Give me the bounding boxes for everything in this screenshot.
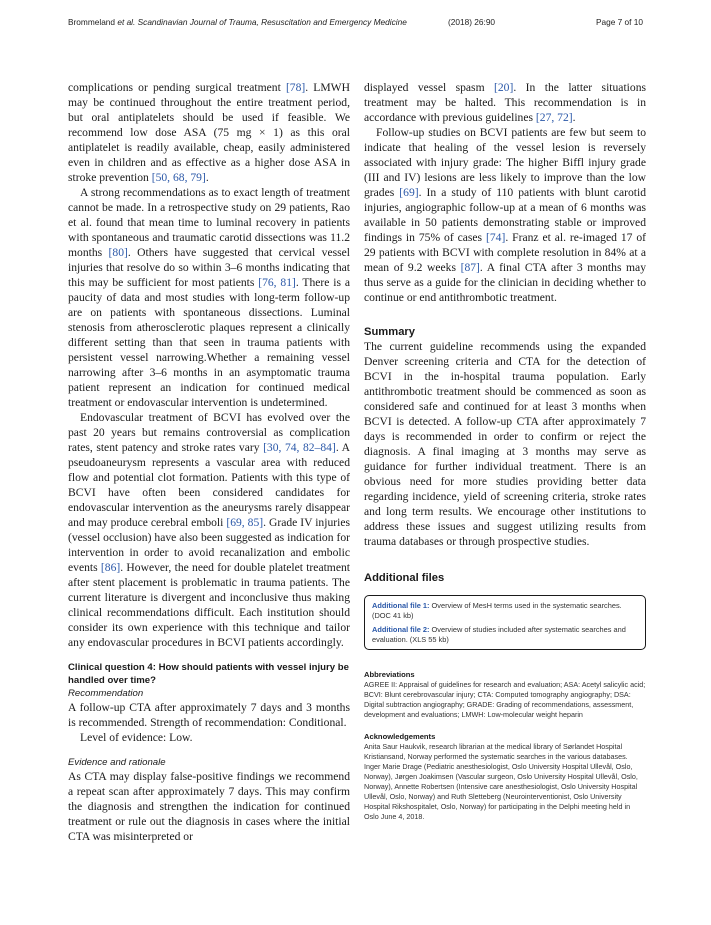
summary-text: The current guideline recommends using the expanded Denver screening criteria and CTA for the detection of BCVI in the in-hospital trauma population. Early antithrombotic treatment should be commenced as soon as considered safe and continued for at least 3 months when BCVI is detected. A follow-up CTA after approximately 7 days is recommended in order to confirm or reject the diagnosis. A final imaging at 3 months may serve as guidance for further individual treatment. There is an obvious need for more studies providing better data regarding incidence, yield of screening criteria, stroke rates and long term results. We encourage other institutions to address these issues and suggest utilizing results from trauma databases or through prospective studies. [364, 340, 646, 548]
evidence-level: Level of evidence: Low. [80, 731, 193, 744]
paragraph: Follow-up studies on BCVI patients are few but seem to indicate that healing of the vessel lesion is reversely associated with injury grade: The higher Biffl injury grade (III and IV) lesions are less likely to improve than the low grades [69]. In a study of 110 patients with blunt carotid injuries, angiographic follow-up at a mean of 6 months was available in 50 patients demonstrating stable or improved findings in 75% of cases [74]. Franz et al. re-imaged 17 of 29 patients with BCVI with complete resolution in 84% at a mean of 9.2 weeks [87]. A final CTA after 3 months may thus serve as a guide for the clinician in deciding whether to continue or end antithrombotic treatment. [364, 126, 646, 304]
abbreviations-text: AGREE II: Appraisal of guidelines for research and evaluation; ASA: Acetyl salicylic acid; BCVI: Blunt cerebrovascular injury; CTA: Computed tomography angiography; DSA: Digital subtraction angiography; GRADE: Grading of recommendations, assessment, development and evaluations; LMWH: Low-molecular weight heparin [364, 680, 646, 719]
citation-link[interactable]: [69] [399, 186, 419, 199]
acknowledgements-section [364, 732, 646, 822]
paragraph: Endovascular treatment of BCVI has evolved over the past 20 years but remains controversial as complication rates, stent patency and stroke rates vary [30, 74, 82–84]. A pseudoaneurysm represents a vascular area with reduced flow and potential clot formation. Patients with this type of BCVI have often been considered candidates for endovascular intervention as the aneurysms rarely disappear and may produce cerebral emboli [69, 85]. Grade IV injuries (vessel occlusion) have also been suggested as indication for intervention in order to avoid recanalization and embolic events [86]. However, the need for double platelet treatment after stent placement is problematic in trauma patients. The current literature is divergent and inconclusive thus making clinical recommendations difficult. Each institution should consider its own experience with this technique and tailor any endovascular procedures in BCVI patients accordingly. [68, 411, 350, 649]
citation-link[interactable]: [50, 68, 79] [151, 171, 206, 184]
citation-link[interactable]: [80] [108, 246, 128, 259]
citation-link[interactable]: [74] [485, 231, 506, 244]
acknowledgements-text: Anita Saur Haukvik, research librarian at the medical library of Sørlandet Hospital Kristiansand, Norway performed the systematic searches in the various databases. Inger Marie Drage (Pediatric anesthesiologist, Oslo University Hospital Ullevål, Oslo, Norway), Jørgen Joakimsen (Vascular surgeon, Oslo University Hospital Ullevål, Oslo, Norway), Annette Robertsen (Intensive care anesthesiologist, Oslo University Hospital Ullevål, Oslo, Norway) and Ruth Sletteberg (Neurointerventionist, Oslo University Hospital Rikshospitalet, Oslo, Norway) for participating in the Delphi meeting held in Oslo June 4, 2018. [364, 742, 638, 821]
abbreviations-section [364, 670, 646, 720]
running-header [68, 17, 643, 31]
additional-file-2-link[interactable]: Additional file 2: [372, 625, 430, 634]
clinical-question-heading: Clinical question 4: How should patients with vessel injury be handled over time? [68, 662, 349, 686]
additional-file-1-link[interactable]: Additional file 1: [372, 601, 430, 610]
additional-files-box [364, 595, 646, 650]
citation-link[interactable]: [76, 81] [258, 276, 296, 289]
citation-link[interactable]: [30, 74, 82–84] [263, 441, 336, 454]
summary-heading: Summary [364, 326, 415, 338]
additional-file-item: Additional file 2: Overview of studies included after systematic searches and evaluation. (XLS 55 kb) [372, 625, 626, 644]
paragraph: displayed vessel spasm [20]. In the latter situations treatment may be halted. This recommendation is in accordance with previous guidelines [27, 72]. [364, 81, 646, 124]
paragraph: complications or pending surgical treatment [78]. LMWH may be continued throughout the entire treatment period, but oral antiplatelets should be used if feasible. We recommend low dose ASA (75 mg × 1) as this oral antiplatelet is readily available, cheap, easily administered even in children and as effective as a higher dose ASA in stroke prevention [50, 68, 79]. [68, 81, 350, 184]
additional-files-heading: Additional files [364, 572, 445, 584]
citation-link[interactable]: [69, 85] [226, 516, 264, 529]
citation-link[interactable]: [86] [100, 561, 121, 574]
abbreviations-heading: Abbreviations [364, 670, 415, 679]
citation-link[interactable]: [20] [494, 81, 514, 94]
citation-link[interactable]: [87] [460, 261, 480, 274]
paragraph: A strong recommendations as to exact length of treatment cannot be made. In a retrospective study on 29 patients, Rao et al. found that mean time to luminal recovery in patients with spontaneous and traumatic carotid dissections was 11.2 months [80]. Others have suggested that cervical vessel injuries that resolve do so within 3–6 months indicating that this may be sufficient for most patients [76, 81]. There is a paucity of data and most studies with long-term follow-up are on patients with spontaneous dissections. Luminal stenosis from atherosclerotic plaques represent a clinically different setting than that seen in trauma patients with persistent vessel narrowing.Whether a remaining vessel narrowing after 3–6 months in an asymptomatic trauma patient represent an indication for continued medical treatment or endovascular intervention is undetermined. [68, 186, 350, 409]
evidence-text: As CTA may display false-positive findings we recommend a repeat scan after approximately 7 days. This may confirm the diagnosis and strengthen the indication for continued treatment or rule out the diagnosis in cases where the initial CTA was misinterpreted or [68, 770, 350, 843]
citation-link[interactable]: [27, 72] [535, 111, 573, 124]
acknowledgements-heading: Acknowledgements [364, 732, 436, 741]
right-column [364, 80, 646, 822]
recommendation-text: A follow-up CTA after approximately 7 days and 3 months is recommended. Strength of recommendation: Conditional. [68, 701, 350, 729]
page-number: Page 7 of 10 [595, 17, 643, 27]
additional-file-item: Additional file 1: Overview of MesH terms used in the systematic searches. (DOC 41 kb) [372, 601, 622, 620]
recommendation-heading: Recommendation [68, 688, 144, 699]
left-column [68, 80, 350, 844]
evidence-heading: Evidence and rationale [68, 757, 166, 768]
header-citation: Brommeland et al. Scandinavian Journal of Trauma, Resuscitation and Emergency Medicine [68, 17, 407, 27]
citation-link[interactable]: [78] [285, 81, 306, 94]
header-year-volume: (2018) 26:90 [448, 17, 496, 27]
